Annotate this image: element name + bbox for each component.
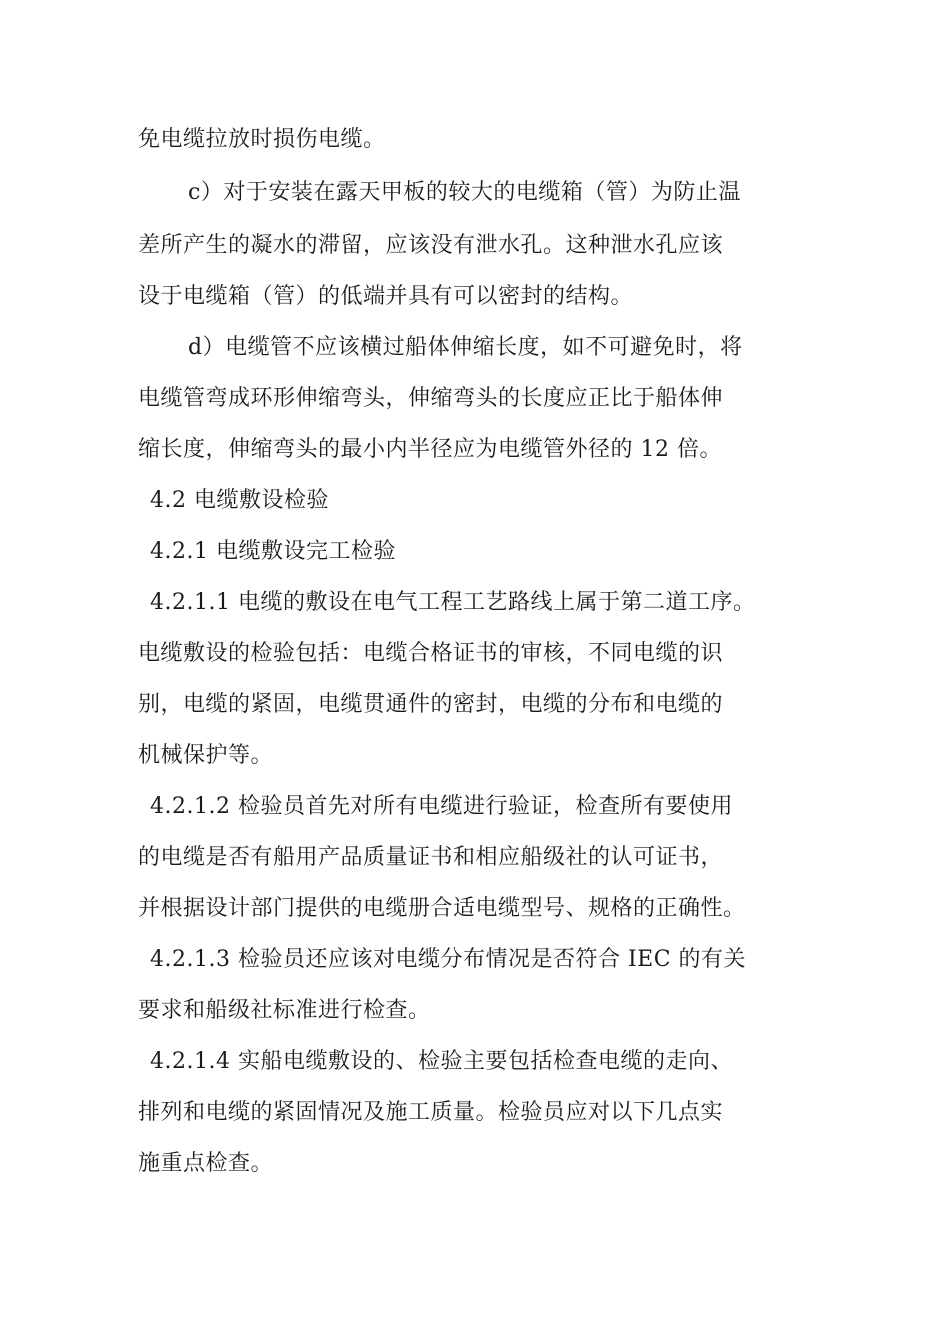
text-line: 4.2.1.1 电缆的敷设在电气工程工艺路线上属于第二道工序。 <box>150 590 756 615</box>
text-line: 排列和电缆的紧固情况及施工质量。检验员应对以下几点实 <box>138 1100 724 1125</box>
text-line: 设于电缆箱（管）的低端并具有可以密封的结构。 <box>138 284 634 309</box>
text-line: 施重点检查。 <box>138 1151 274 1176</box>
text-line: 4.2.1.2 检验员首先对所有电缆进行验证，检查所有要使用 <box>150 794 733 819</box>
text-line: 机械保护等。 <box>138 743 274 768</box>
text-line: 别，电缆的紧固，电缆贯通件的密封，电缆的分布和电缆的 <box>138 692 724 717</box>
text-line: 差所产生的凝水的滞留，应该没有泄水孔。这种泄水孔应该 <box>138 233 724 258</box>
text-line: 电缆敷设的检验包括：电缆合格证书的审核，不同电缆的识 <box>138 641 724 666</box>
section-heading: 4.2 电缆敷设检验 <box>150 488 329 513</box>
text-line: 缩长度，伸缩弯头的最小内半径应为电缆管外径的 12 倍。 <box>138 437 722 462</box>
text-line: 要求和船级社标准进行检查。 <box>138 998 431 1023</box>
text-line: 的电缆是否有船用产品质量证书和相应船级社的认可证书， <box>138 845 724 870</box>
text-line: 并根据设计部门提供的电缆册合适电缆型号、规格的正确性。 <box>138 896 746 921</box>
text-line: 免电缆拉放时损伤电缆。 <box>138 127 386 152</box>
text-line: c）对于安装在露天甲板的较大的电缆箱（管）为防止温 <box>188 180 741 205</box>
subsection-heading: 4.2.1 电缆敷设完工检验 <box>150 539 396 564</box>
text-line: d）电缆管不应该横过船体伸缩长度，如不可避免时，将 <box>188 335 743 360</box>
text-line: 4.2.1.3 检验员还应该对电缆分布情况是否符合 IEC 的有关 <box>150 947 747 972</box>
text-line: 4.2.1.4 实船电缆敷设的、检验主要包括检查电缆的走向、 <box>150 1049 733 1074</box>
text-line: 电缆管弯成环形伸缩弯头，伸缩弯头的长度应正比于船体伸 <box>138 386 724 411</box>
